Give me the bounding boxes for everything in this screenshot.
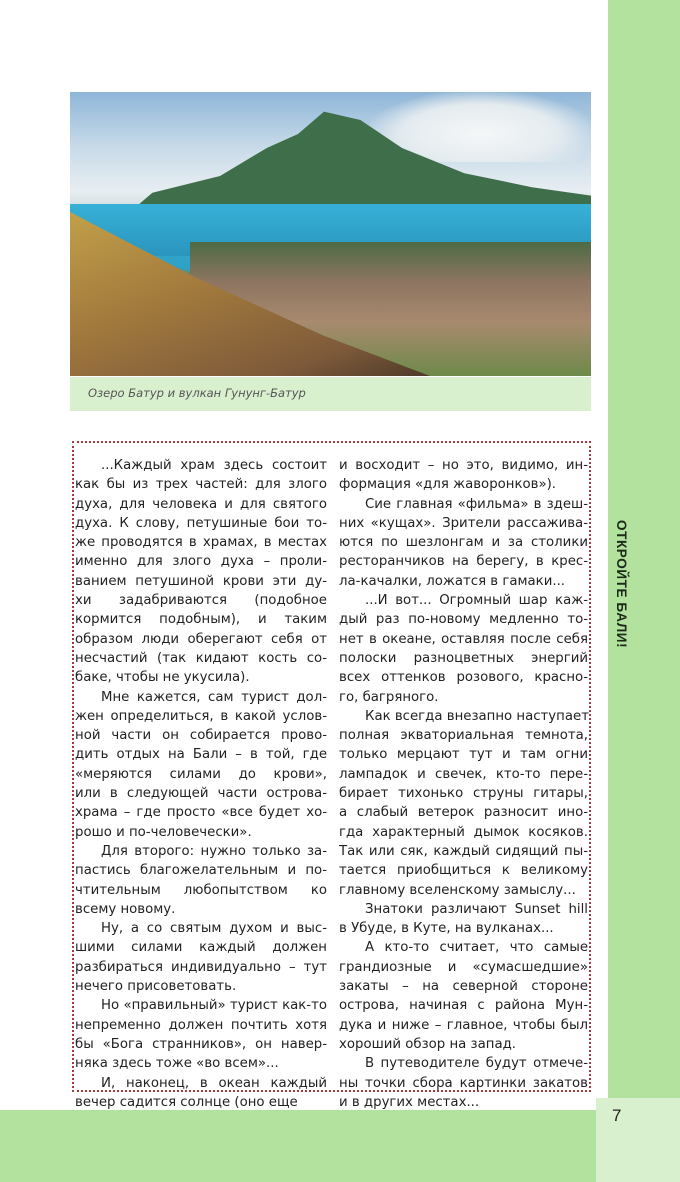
text-line: го, багряного. xyxy=(339,689,439,705)
text-line: Как всегда внезапно наступает xyxy=(365,708,589,724)
text-line: Знатоки различают Sunset hill xyxy=(365,901,588,917)
text-line: И, наконец, в океан каждый xyxy=(101,1075,327,1091)
text-line: ...И вот... Огромный шар каж- xyxy=(365,593,588,609)
text-line: дить отдых на Бали – в той, где xyxy=(75,747,327,763)
text-line: ной части он собирается прово- xyxy=(75,728,327,744)
text-line: всему новому. xyxy=(75,901,176,917)
text-line: А кто-то считает, что самые xyxy=(365,940,588,956)
text-line: духа. К слову, петушиные бои то- xyxy=(75,515,327,531)
text-line: а слабый ветерок разносит ино- xyxy=(339,805,588,821)
text-line: духа, для человека и для святого xyxy=(75,496,327,512)
text-line: лампадок и свечек, кто-то пере- xyxy=(339,766,588,782)
text-line: грандиозные и «сумасшедшие» xyxy=(339,959,588,975)
text-line: полная экваториальная темнота, xyxy=(339,728,588,744)
text-line: нет в океане, оставляя после себя xyxy=(339,631,588,647)
text-line: храма – где просто «все будет хо- xyxy=(75,805,327,821)
photo-lake-batur xyxy=(70,92,591,376)
text-line: нечего присоветовать. xyxy=(75,979,237,995)
text-line: главному вселенскому замыслу... xyxy=(339,882,576,898)
text-line: именно для злого духа – проли- xyxy=(75,554,327,570)
text-line: них «кущах». Зрители рассажива- xyxy=(339,515,588,531)
text-line: ресторанчиков на берегу, в крес- xyxy=(339,554,588,570)
bottom-band xyxy=(0,1110,598,1182)
text-line: чтительным любопытством ко xyxy=(75,882,327,898)
text-line: или в следующей части острова- xyxy=(75,786,327,802)
text-line: рошо и по-человечески». xyxy=(75,824,252,840)
text-line: же проводятся в храмах, в местах xyxy=(75,535,327,551)
text-line: ются по шезлонгам и за столики xyxy=(339,535,588,551)
text-line: В путеводителе будут отмече- xyxy=(365,1056,588,1072)
text-line: несчастий (так кидают кость со- xyxy=(75,650,327,666)
section-title: ОТКРОЙТЕ БАЛИ! xyxy=(614,520,629,649)
text-line: ...Каждый храм здесь состоит xyxy=(101,458,327,473)
text-line: разбираться индивидуально – тут xyxy=(75,959,327,975)
text-line: и восходит – но это, видимо, ин- xyxy=(339,458,588,473)
page-number: 7 xyxy=(612,1106,622,1125)
text-line: тается приобщиться к великому xyxy=(339,863,588,879)
text-line: образом люди оберегают себя от xyxy=(75,631,327,647)
text-line: хороший обзор на запад. xyxy=(339,1036,517,1052)
page-number-box xyxy=(596,1098,680,1182)
text-line: дука и ниже – главное, чтобы был xyxy=(339,1017,588,1033)
text-line: бирает тихонько струны гитары, xyxy=(339,786,588,802)
text-line: вечер садится солнце (оно еще xyxy=(75,1094,298,1110)
photo-caption-box xyxy=(70,377,591,411)
text-line: непременно должен почтить хотя xyxy=(75,1017,327,1033)
text-line: Так или сяк, каждый сидящий пы- xyxy=(339,843,588,859)
text-line: острова, начиная с района Мун- xyxy=(339,998,588,1014)
text-line: «меряются силами до крови», xyxy=(75,766,327,782)
text-line: Для второго: нужно только за- xyxy=(101,843,327,859)
text-line: ванием петушиной крови эти ду- xyxy=(75,573,327,589)
text-line: баке, чтобы не укусила). xyxy=(75,670,250,686)
text-line: хи задабриваются (подобное xyxy=(75,593,327,609)
text-line: пастись благожелательным и по- xyxy=(75,863,327,879)
text-line: кормится подобным), и таким xyxy=(75,612,327,628)
text-column-left xyxy=(75,456,327,1112)
photo-caption: Озеро Батур и вулкан Гунунг-Батур xyxy=(88,386,306,400)
text-line: закаты – на северной стороне xyxy=(339,979,588,995)
text-line: гда характерный дымок косяков. xyxy=(339,824,588,840)
text-line: Мне кажется, сам турист дол- xyxy=(101,689,327,705)
text-line: в Убуде, в Куте, на вулканах... xyxy=(339,921,554,937)
text-line: Но «правильный» турист как-то xyxy=(101,998,327,1014)
text-line: ны точки сбора картинки закатов xyxy=(339,1075,588,1091)
text-line: жен определиться, в какой услов- xyxy=(75,708,327,724)
text-line: формация «для жаворонков»). xyxy=(339,477,557,493)
text-line: дый раз по-новому медленно то- xyxy=(339,612,588,628)
text-line: шими силами каждый должен xyxy=(75,940,327,956)
text-line: как бы из трех частей: для злого xyxy=(75,477,327,493)
text-line: бы «Бога странников», он навер- xyxy=(75,1036,327,1052)
text-line: Ну, а со святым духом и выс- xyxy=(101,921,327,937)
text-line: всех оттенков розового, красно- xyxy=(339,670,588,686)
text-line: полоски разноцветных энергий xyxy=(339,650,588,666)
text-line: Сие главная «фильма» в здеш- xyxy=(365,496,588,512)
text-line: ла-качалки, ложатся в гамаки... xyxy=(339,573,566,589)
text-column-right xyxy=(339,456,588,1112)
text-line: и в других местах... xyxy=(339,1094,480,1110)
text-line: няка здесь тоже «во всем»... xyxy=(75,1056,279,1072)
text-line: только мерцают тут и там огни xyxy=(339,747,588,763)
